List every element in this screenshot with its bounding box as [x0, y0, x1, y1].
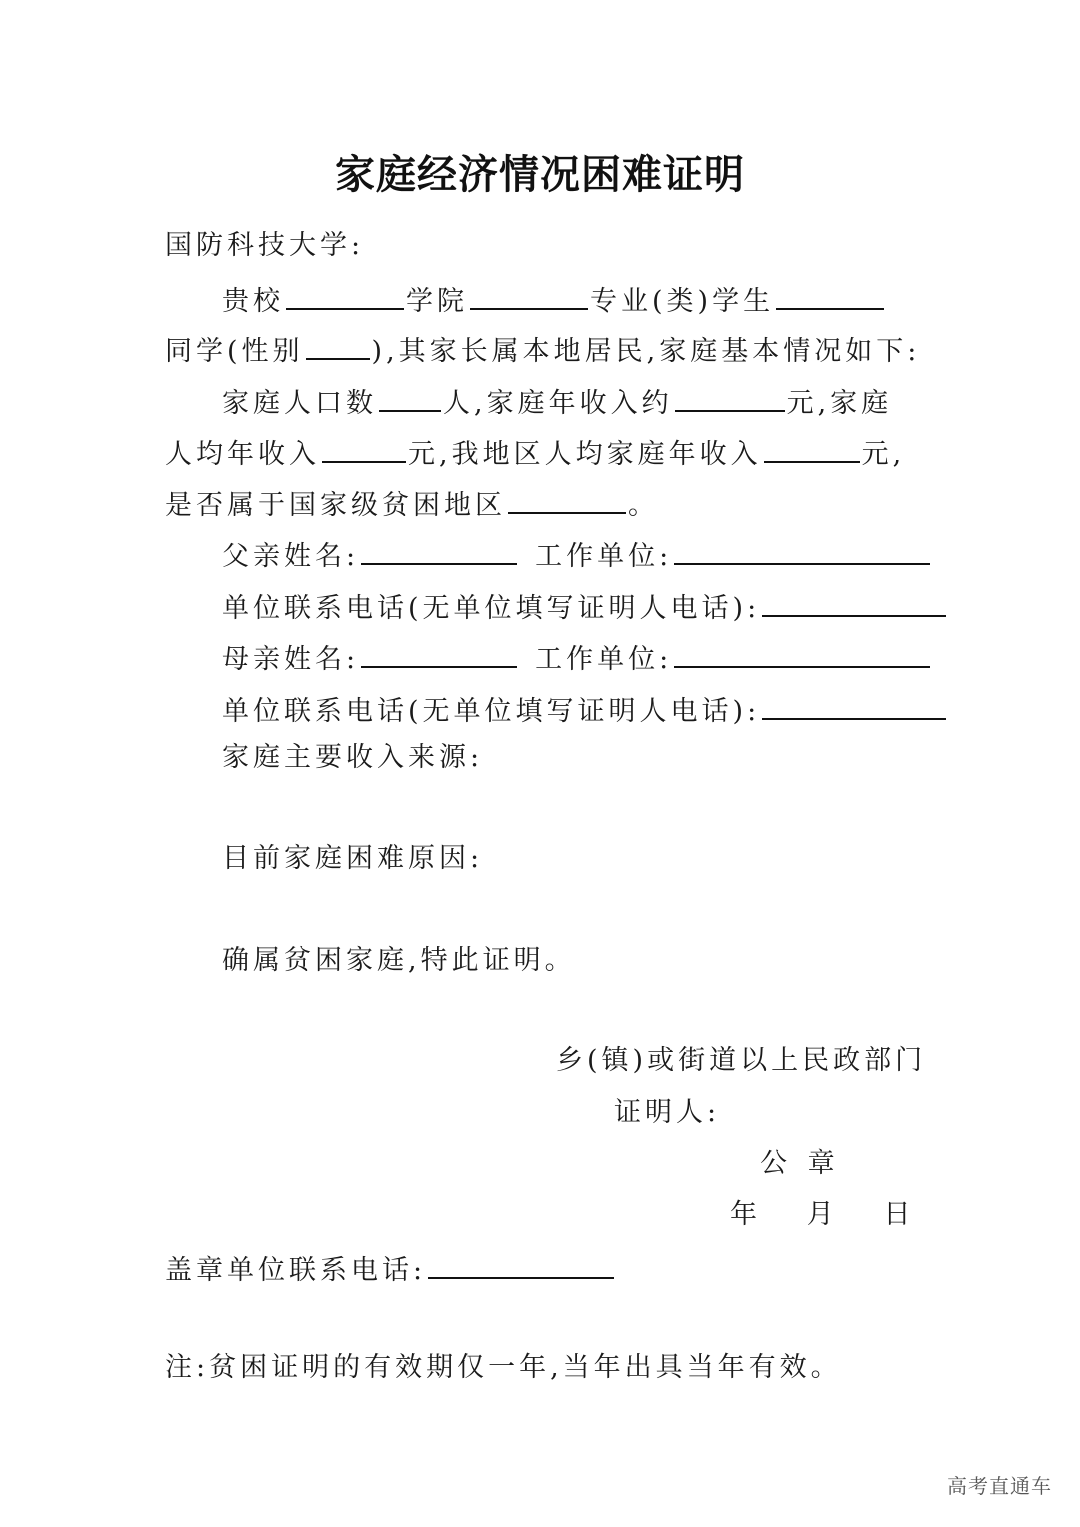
- father-phone-line: [222, 587, 948, 627]
- mother-work-label: 工作单位:: [535, 644, 673, 675]
- college-blank[interactable]: [286, 280, 404, 310]
- para2-line1: [222, 382, 892, 422]
- poverty-region-text: 是否属于国家级贫困地区: [165, 490, 506, 521]
- regional-income-blank[interactable]: [764, 433, 860, 463]
- para1-college-text: 学院: [406, 286, 468, 317]
- father-work-blank[interactable]: [674, 535, 930, 565]
- mother-line: [222, 638, 932, 678]
- father-phone-label: 单位联系电话(无单位填写证明人电话):: [222, 593, 761, 624]
- salutation: 国防科技大学:: [165, 230, 365, 261]
- poverty-region-blank[interactable]: [508, 484, 626, 514]
- annual-income-blank[interactable]: [675, 382, 785, 412]
- father-name-label: 父亲姓名:: [222, 541, 360, 572]
- para2-line3: [165, 484, 659, 524]
- period-text: 。: [628, 490, 659, 521]
- student-name-blank[interactable]: [776, 280, 884, 310]
- signature-dept: 乡(镇)或街道以上民政部门: [556, 1045, 927, 1076]
- certify-text: 确属贫困家庭,特此证明。: [222, 945, 576, 976]
- mother-work-blank[interactable]: [674, 638, 930, 668]
- watermark: 高考直通车: [947, 1474, 1052, 1498]
- gender-blank[interactable]: [306, 330, 370, 360]
- stamp-phone-line: [165, 1249, 616, 1289]
- official-seal-text: 公 章: [760, 1148, 841, 1179]
- annual-income-text: 人,家庭年收入约: [443, 388, 673, 419]
- major-blank[interactable]: [470, 280, 588, 310]
- yuan-text: 元,: [861, 439, 906, 470]
- para1-line1: [222, 280, 886, 320]
- para1-line2: [165, 330, 920, 370]
- para1-major-text: 专业(类)学生: [590, 286, 775, 317]
- household-size-blank[interactable]: [379, 382, 441, 412]
- mother-phone-blank[interactable]: [762, 690, 946, 720]
- family-text: 元,家庭: [786, 388, 893, 419]
- document-title: 家庭经济情况困难证明: [335, 152, 745, 198]
- mother-name-blank[interactable]: [361, 638, 517, 668]
- signature-date: 年 月 日: [730, 1199, 917, 1230]
- signature-certifier: 证明人:: [614, 1097, 721, 1128]
- mother-phone-label: 单位联系电话(无单位填写证明人电话):: [222, 696, 761, 727]
- stamp-phone-label: 盖章单位联系电话:: [165, 1255, 427, 1286]
- para1-school-text: 贵校: [222, 286, 284, 317]
- validity-note: 注:贫困证明的有效期仅一年,当年出具当年有效。: [165, 1352, 842, 1383]
- para1-resident-text: ),其家长属本地居民,家庭基本情况如下:: [371, 336, 921, 367]
- household-size-text: 家庭人口数: [222, 388, 377, 419]
- per-capita-blank[interactable]: [322, 433, 406, 463]
- father-phone-blank[interactable]: [762, 587, 946, 617]
- per-capita-text: 人均年收入: [165, 439, 320, 470]
- father-name-blank[interactable]: [361, 535, 517, 565]
- father-line: [222, 535, 932, 575]
- para2-line2: [165, 433, 905, 473]
- para1-gender-text: 同学(性别: [165, 336, 304, 367]
- stamp-phone-blank[interactable]: [428, 1249, 614, 1279]
- father-work-label: 工作单位:: [535, 541, 673, 572]
- hardship-reason-label: 目前家庭困难原因:: [222, 843, 484, 874]
- income-source-label: 家庭主要收入来源:: [222, 742, 484, 773]
- regional-income-text: 元,我地区人均家庭年收入: [408, 439, 762, 470]
- mother-name-label: 母亲姓名:: [222, 644, 360, 675]
- mother-phone-line: [222, 690, 948, 730]
